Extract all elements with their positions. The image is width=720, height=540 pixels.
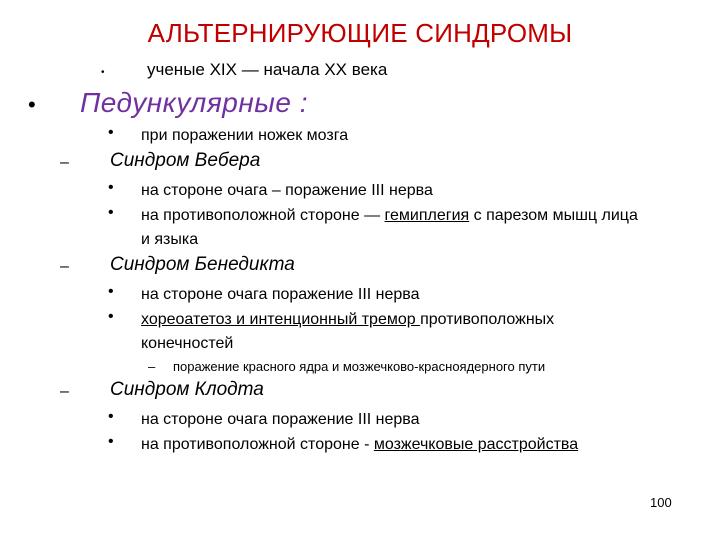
subtitle: ученые XIX — начала XX века <box>147 60 388 79</box>
claude-item-2 <box>141 433 578 457</box>
cerebellar-disorders-link[interactable]: мозжечковые расстройства <box>373 436 579 453</box>
syndrome-claude-heading: Синдром Клодта <box>110 379 264 400</box>
weber-item-1: на стороне очага – поражение III нерва <box>141 182 433 199</box>
subtitle-bullet: • <box>101 67 105 78</box>
weber-item-2 <box>141 204 638 228</box>
note-bullet: • <box>108 124 114 141</box>
claude-item-1: на стороне очага поражение III нерва <box>141 411 420 428</box>
slide-title: АЛЬТЕРНИРУЮЩИЕ СИНДРОМЫ <box>147 18 573 48</box>
syndrome-weber-heading: Синдром Вебера <box>110 150 261 171</box>
benedikt-subnote: поражение красного ядра и мозжечково-красноядерного пути <box>173 359 546 374</box>
section-heading: Педункулярные : <box>80 87 308 118</box>
dash-marker: – <box>60 258 69 275</box>
weber-item-2-rest: с парезом мышц лица <box>469 207 638 224</box>
benedikt-item-2-continuation: конечностей <box>141 335 234 352</box>
benedikt-item-2-rest: противоположных <box>420 311 555 328</box>
weber-item-2-text: на противоположной стороне — <box>141 207 385 224</box>
list-bullet: • <box>108 433 114 450</box>
hemiplegia-link[interactable]: гемиплегия <box>384 207 470 224</box>
dash-marker: – <box>60 154 69 171</box>
dash-marker: – <box>148 359 156 374</box>
choreoathetosis-link[interactable]: хореоатетоз и интенционный тремор <box>141 311 421 328</box>
list-bullet: • <box>108 283 114 300</box>
section-note: при поражении ножек мозга <box>141 127 349 144</box>
list-bullet: • <box>108 408 114 425</box>
syndrome-benedikt-heading: Синдром Бенедикта <box>110 254 295 275</box>
list-bullet: • <box>108 179 114 196</box>
dash-marker: – <box>60 383 69 400</box>
list-bullet: • <box>108 204 114 221</box>
benedikt-item-2 <box>141 308 554 332</box>
claude-item-2-text: на противоположной стороне - <box>141 436 374 453</box>
section-bullet: • <box>28 92 36 117</box>
weber-item-2-continuation: и языка <box>141 231 199 248</box>
benedikt-item-1: на стороне очага поражение III нерва <box>141 286 420 303</box>
list-bullet: • <box>108 308 114 325</box>
page-number: 100 <box>650 495 672 510</box>
